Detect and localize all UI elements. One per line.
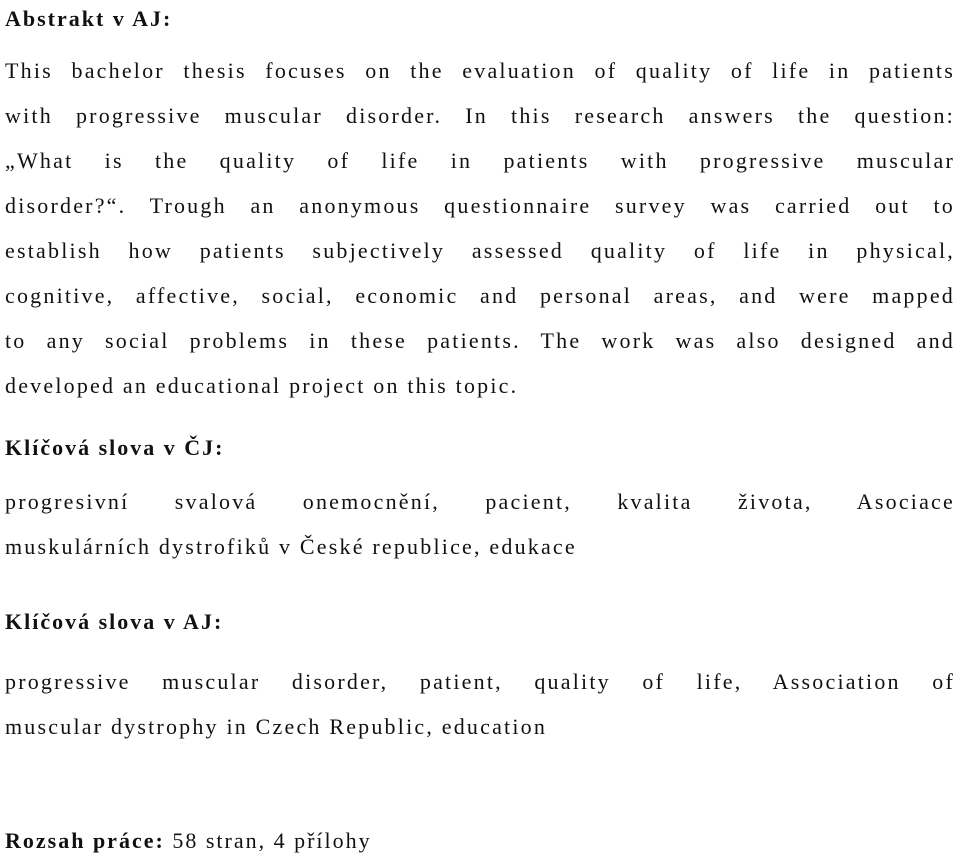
extent-label: Rozsah práce: (5, 828, 165, 853)
extent-value: 58 stran, 4 přílohy (172, 828, 372, 853)
abstract-line: to any social problems in these patients. The work was also designed and (5, 328, 955, 353)
keywords-cz-heading: Klíčová slova v ČJ: (5, 435, 225, 460)
keywords-en-heading: Klíčová slova v AJ: (5, 609, 224, 634)
keywords-en-line: progressive muscular disorder, patient, quality of life, Association of (5, 669, 955, 694)
keywords-en-paragraph (5, 659, 955, 749)
abstract-line: developed an educational project on this topic. (5, 373, 519, 398)
extent-line (5, 824, 372, 858)
abstract-paragraph (5, 48, 955, 408)
abstract-line: cognitive, affective, social, economic and personal areas, and were mapped (5, 283, 955, 308)
keywords-cz-paragraph (5, 479, 955, 569)
abstract-line: „What is the quality of life in patients with progressive muscular (5, 148, 955, 173)
abstract-heading: Abstrakt v AJ: (5, 6, 173, 31)
abstract-line: disorder?“. Trough an anonymous questionnaire survey was carried out to (5, 193, 955, 218)
keywords-cz-line: progresivní svalová onemocnění, pacient, kvalita života, Asociace (5, 489, 955, 514)
abstract-line: establish how patients subjectively assessed quality of life in physical, (5, 238, 955, 263)
keywords-cz-line: muskulárních dystrofiků v České republice, edukace (5, 534, 577, 559)
abstract-line: with progressive muscular disorder. In this research answers the question: (5, 103, 955, 128)
abstract-line: This bachelor thesis focuses on the evaluation of quality of life in patients (5, 58, 955, 83)
keywords-en-line: muscular dystrophy in Czech Republic, education (5, 714, 548, 739)
